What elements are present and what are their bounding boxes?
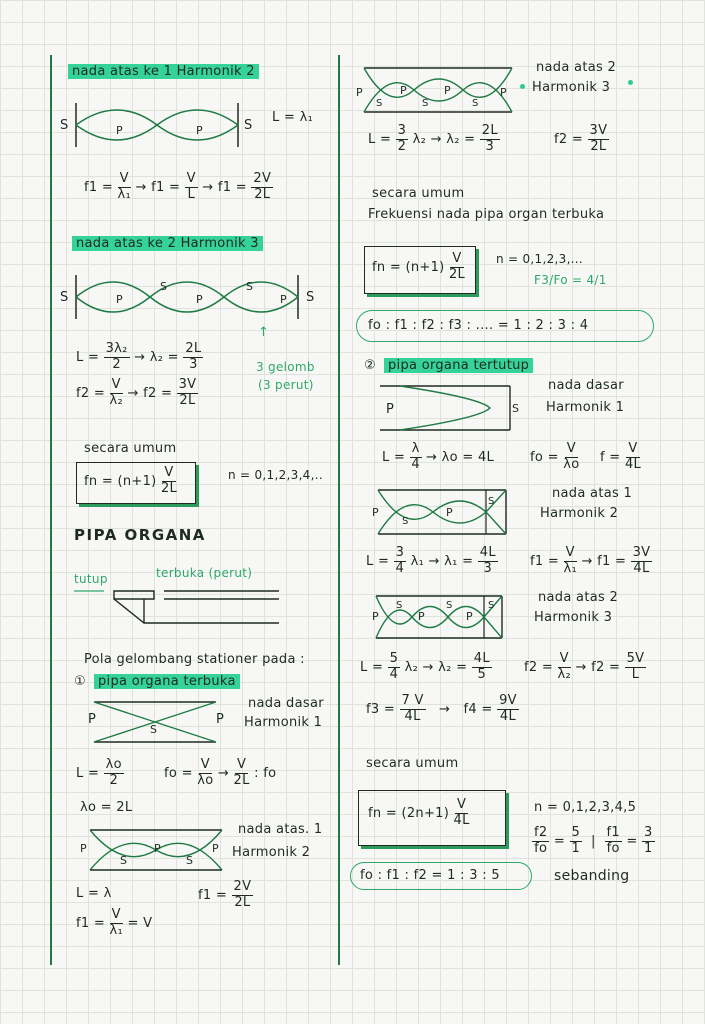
item-number-1: ① bbox=[74, 674, 86, 689]
formula-fn-open-2: fn = (n+1) $\frac{V}{2L}$ bbox=[372, 251, 466, 282]
label-nada-dasar: nada dasar bbox=[248, 696, 324, 711]
n-values-2: n = 0,1,2,3,... bbox=[496, 252, 584, 266]
equation: L = λ₁ bbox=[272, 110, 314, 125]
node-label: S bbox=[150, 723, 158, 736]
pipe-diagram-closed-h1 bbox=[380, 384, 512, 432]
note-perut: (3 perut) bbox=[258, 378, 314, 392]
antinode-label: P bbox=[116, 293, 123, 306]
node-label: S bbox=[446, 600, 453, 611]
n-values-1: n = 0,1,2,3,4,.. bbox=[228, 468, 323, 482]
secara-umum-2: secara umum bbox=[372, 186, 465, 201]
equation-closed-f1: f1 = $\frac{V}{\text{λ₁}}$ → f1 = $\frac{3V}{4L}$ bbox=[530, 545, 651, 576]
label-harmonik-2: Harmonik 2 bbox=[232, 845, 311, 860]
node-label: S bbox=[244, 118, 253, 133]
ratio-f3-fo: F3/Fo = 4/1 bbox=[534, 273, 607, 287]
heading-pipa-tertutup: pipa organa tertutup bbox=[384, 358, 533, 373]
node-label: S bbox=[472, 98, 479, 109]
node-label: S bbox=[60, 290, 69, 305]
wave-diagram-harmonik-2 bbox=[62, 100, 252, 150]
antinode-label: P bbox=[154, 842, 161, 855]
equation-l-3lambda2: L = $\frac{3}{2}$ λ₂ → λ₂ = $\frac{2L}{3}$ bbox=[368, 123, 498, 154]
node-label: S bbox=[376, 98, 383, 109]
equation-fo: fo = $\frac{V}{\lambda o}$ → $\frac{V}{2L}$ : fo bbox=[164, 757, 277, 788]
label-nada-atas-1-tertutup: nada atas 1 bbox=[552, 486, 633, 501]
antinode-label: P bbox=[216, 712, 225, 727]
item-number-2: ② bbox=[364, 358, 376, 373]
antinode-label: P bbox=[386, 402, 395, 417]
dot-icon bbox=[520, 84, 525, 89]
label-harmonik-2-tertutup: Harmonik 2 bbox=[540, 506, 619, 521]
secara-umum-1: secara umum bbox=[84, 441, 177, 456]
formula-fn-open: fn = (n+1) $\frac{V}{2L}$ bbox=[84, 465, 178, 496]
antinode-label: P bbox=[80, 842, 87, 855]
antinode-label: P bbox=[116, 124, 123, 137]
wave-diagram-harmonik-3 bbox=[62, 272, 312, 322]
antinode-label: P bbox=[196, 293, 203, 306]
formula-fn-closed: fn = (2n+1) $\frac{V}{4L}$ bbox=[368, 797, 470, 828]
node-label: S bbox=[488, 600, 495, 611]
label-tutup: tutup bbox=[74, 572, 108, 586]
heading-harmonik-2: nada atas ke 1 Harmonik 2 bbox=[68, 64, 259, 79]
equation-l-lambda: L = λ bbox=[76, 886, 112, 901]
antinode-label: P bbox=[280, 293, 287, 306]
margin-line bbox=[50, 55, 52, 965]
ratio-open: fo : f1 : f2 : f3 : .... = 1 : 2 : 3 : 4 bbox=[368, 318, 589, 333]
label-nada-atas-2: nada atas 2 bbox=[536, 60, 617, 75]
heading-harmonik-3: nada atas ke 2 Harmonik 3 bbox=[72, 236, 263, 251]
equation-l-lambda0: L = $\frac{\lambda o}{2}$ bbox=[76, 757, 122, 788]
ratio-closed: fo : f1 : f2 = 1 : 3 : 5 bbox=[360, 868, 500, 883]
node-label: S bbox=[488, 496, 495, 507]
frekuensi-heading: Frekuensi nada pipa organ terbuka bbox=[368, 207, 605, 222]
pipe-diagram-open-h3 bbox=[364, 66, 514, 114]
node-label: S bbox=[402, 516, 409, 527]
label-nada-atas-2-tertutup: nada atas 2 bbox=[538, 590, 619, 605]
node-label: S bbox=[60, 118, 69, 133]
dot-icon bbox=[628, 80, 633, 85]
node-label: S bbox=[306, 290, 315, 305]
column-divider bbox=[338, 55, 340, 965]
antinode-label: P bbox=[88, 712, 97, 727]
pipe-diagram-open-h1 bbox=[94, 700, 218, 744]
antinode-label: P bbox=[446, 506, 453, 519]
label-harmonik-3-tertutup: Harmonik 3 bbox=[534, 610, 613, 625]
equation-l-lambda2: L = $\frac{\text{3λ₂}}{2}$ → λ₂ = $\frac{2L}{3}$ bbox=[76, 341, 202, 372]
ratio-fractions: $\frac{f2}{fo}$ = $\frac{5}{1}$ | $\frac{f1}{fo}$ = $\frac{3}{1}$ bbox=[534, 825, 653, 856]
antinode-label: P bbox=[212, 842, 219, 855]
node-label: S bbox=[246, 280, 254, 293]
node-label: S bbox=[422, 98, 429, 109]
heading-pipa-terbuka: pipa organa terbuka bbox=[94, 674, 240, 689]
pola-heading: Pola gelombang stationer pada : bbox=[84, 652, 305, 667]
node-label: S bbox=[512, 402, 520, 415]
node-label: S bbox=[160, 280, 168, 293]
equation-lambda0: λo = 2L bbox=[80, 800, 133, 815]
label-nada-dasar-tertutup: nada dasar bbox=[548, 378, 624, 393]
equation-closed-f2: f2 = $\frac{V}{\text{λ₂}}$ → f2 = $\frac{5V}{L}$ bbox=[524, 651, 645, 682]
organ-pipe-diagram bbox=[74, 585, 284, 630]
equation-closed-f: f = $\frac{V}{4L}$ bbox=[600, 441, 642, 472]
section-title-pipa-organa: PIPA ORGANA bbox=[74, 526, 206, 544]
equation-closed-lambda0: L = $\frac{\lambda}{4}$ → λo = 4L bbox=[382, 441, 495, 472]
equation-closed-lambda2: L = $\frac{5}{4}$ λ₂ → λ₂ = $\frac{4L}{5}$ bbox=[360, 651, 490, 682]
equation-closed-fo: fo = $\frac{V}{\lambda o}$ bbox=[530, 441, 580, 472]
antinode-label: P bbox=[466, 610, 473, 623]
label-nada-atas-1: nada atas. 1 bbox=[238, 822, 323, 837]
equation-f2: f2 = $\frac{V}{\text{λ₂}}$ → f2 = $\frac{3V}{2L}$ bbox=[76, 377, 197, 408]
node-label: S bbox=[186, 854, 194, 867]
antinode-label: P bbox=[372, 506, 379, 519]
equation-closed-lambda1: L = $\frac{3}{4}$ λ₁ → λ₁ = $\frac{4L}{3}$ bbox=[366, 545, 496, 576]
antinode-label: P bbox=[400, 84, 407, 97]
antinode-label: P bbox=[500, 86, 507, 99]
n-values-3: n = 0,1,2,3,4,5 bbox=[534, 800, 637, 815]
secara-umum-3: secara umum bbox=[366, 756, 459, 771]
label-terbuka: terbuka (perut) bbox=[156, 566, 253, 580]
label-sebanding: sebanding bbox=[554, 868, 630, 884]
equation-f1: f1 = $\frac{V}{\text{λ₁}}$ → f1 = $\frac{V}{L}$ → f1 = $\frac{2V}{2L}$ bbox=[84, 171, 272, 202]
label-harmonik-1: Harmonik 1 bbox=[244, 715, 323, 730]
equation-f3-f4: f3 = $\frac{7 V}{4L}$ → f4 = $\frac{9V}{4L}$ bbox=[366, 693, 517, 724]
antinode-label: P bbox=[196, 124, 203, 137]
antinode-label: P bbox=[356, 86, 363, 99]
note-gelomb: 3 gelomb bbox=[256, 360, 315, 374]
node-label: S bbox=[396, 600, 403, 611]
label-harmonik-3: Harmonik 3 bbox=[532, 80, 611, 95]
antinode-label: P bbox=[444, 84, 451, 97]
antinode-label: P bbox=[418, 610, 425, 623]
equation-f1-last: f1 = $\frac{V}{\text{λ₁}}$ = V bbox=[76, 907, 153, 938]
equation-f1-open: f1 = $\frac{2V}{2L}$ bbox=[198, 879, 252, 910]
equation-f2-open: f2 = $\frac{3V}{2L}$ bbox=[554, 123, 608, 154]
node-label: S bbox=[120, 854, 128, 867]
antinode-label: P bbox=[372, 610, 379, 623]
arrow-up-icon: ↑ bbox=[258, 325, 270, 340]
label-harmonik-1-tertutup: Harmonik 1 bbox=[546, 400, 625, 415]
